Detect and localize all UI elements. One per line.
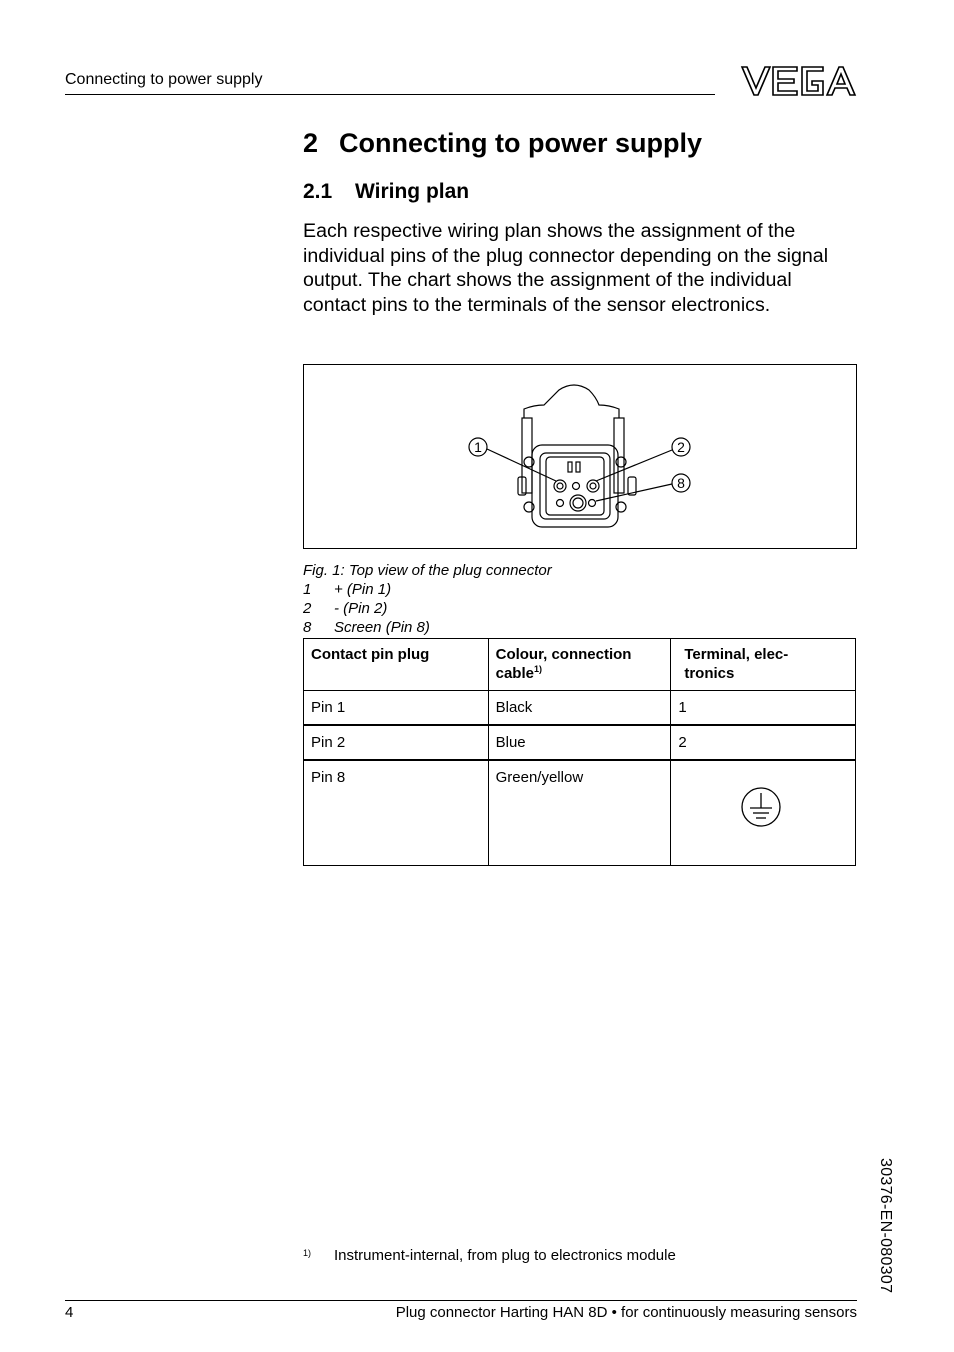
legend-item: 8 Screen (Pin 8) [303,619,430,636]
figure-caption: Fig. 1: Top view of the plug connector [303,562,552,579]
table-header-row [304,639,856,691]
ground-symbol-icon [740,786,782,828]
legend-item: 2 - (Pin 2) [303,600,388,617]
header-rule [65,94,715,95]
vega-logo [740,64,857,98]
cell-pin: Pin 2 [304,725,489,760]
cell-terminal: 1 [671,691,856,726]
table-row [304,691,856,726]
document-id: 30376-EN-080307 [877,1158,894,1294]
section-number: 2 [303,128,319,158]
footnote [303,1247,676,1264]
column-header-terminal: Terminal, elec- tronics [671,639,856,691]
svg-text:VEGA: VEGA [740,64,743,65]
callout-8: 8 [677,475,685,491]
table-row [304,725,856,760]
subsection-number: 2.1 [303,180,333,203]
page-number: 4 [65,1304,74,1321]
plug-connector-drawing [304,365,856,548]
running-header: Connecting to power supply [65,71,263,88]
table-row [304,760,856,866]
cell-colour: Blue [488,725,671,760]
section-heading [303,128,702,159]
cell-colour: Black [488,691,671,726]
footnote-mark: 1) [303,1248,312,1258]
cell-terminal [671,760,856,866]
connector-figure [303,364,857,549]
pin-assignment-table [303,638,856,866]
cell-pin: Pin 8 [304,760,489,866]
cell-terminal: 2 [671,725,856,760]
cell-pin: Pin 1 [304,691,489,726]
footer-rule [65,1300,857,1301]
subsection-title: Wiring plan [355,180,470,203]
column-header-colour: Colour, connection cable$^{1)}$ [488,639,671,691]
cell-colour: Green/yellow [488,760,671,866]
footnote-text: Instrument-internal, from plug to electronics module [334,1247,676,1264]
footer-title: Plug connector Harting HAN 8D • for continuously measuring sensors [395,1304,857,1321]
legend-item: 1 + (Pin 1) [303,581,392,598]
callout-2: 2 [677,439,685,455]
column-header-pin: Contact pin plug [304,639,489,691]
subsection-heading [303,180,469,204]
callout-1: 1 [474,439,482,455]
section-title: Connecting to power supply [339,128,702,158]
intro-paragraph: Each respective wiring plan shows the assignment of the individual pins of the plug connector depending on the signal output. The chart shows the assignment of the individual contact pins to the terminals of the sensor electronics. [303,220,829,316]
footnote-ref: 1) [533,664,542,674]
